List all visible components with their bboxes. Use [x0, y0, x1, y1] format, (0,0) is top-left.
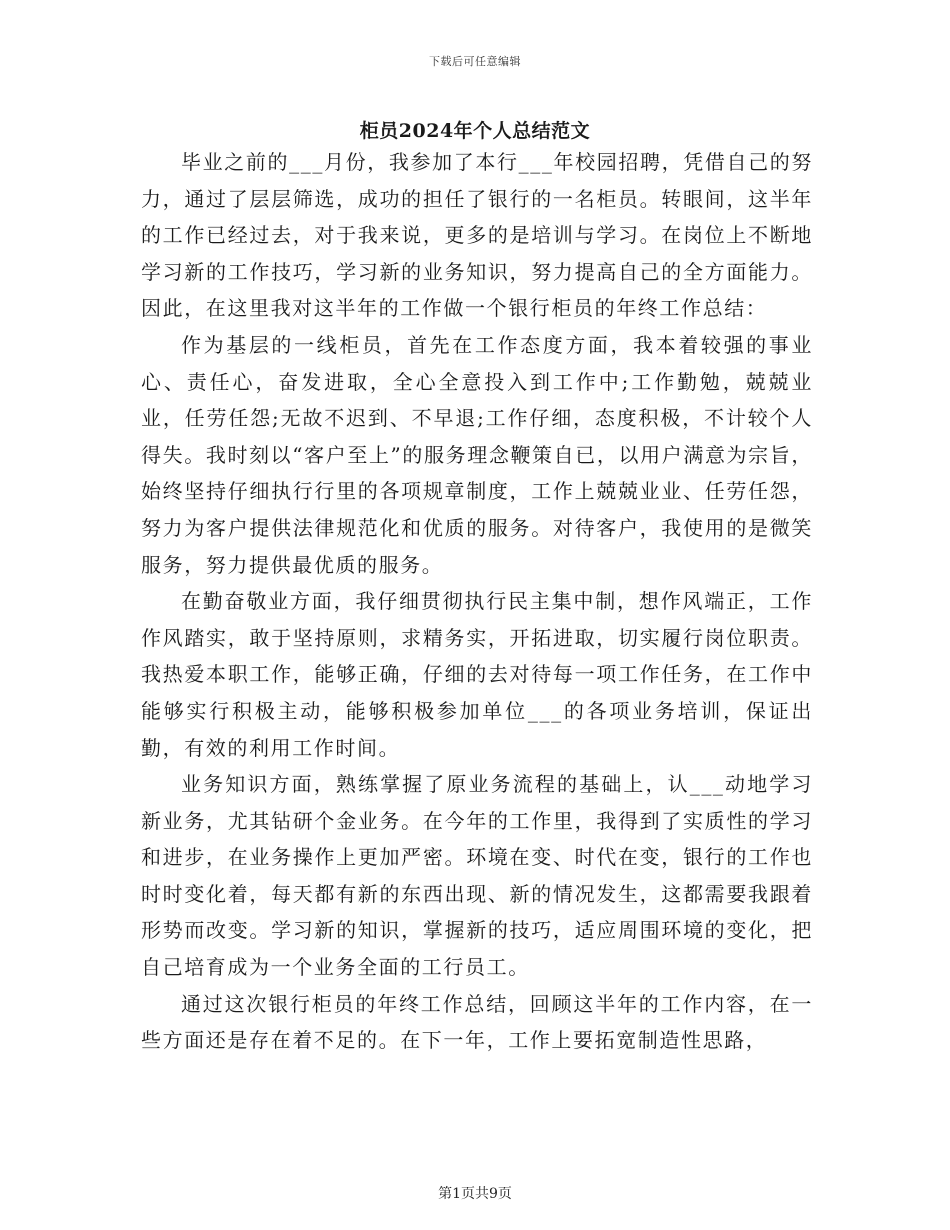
paragraph: 业务知识方面，熟练掌握了原业务流程的基础上，认___动地学习新业务，尤其钻研个金业务。在今年的工作里，我得到了实质性的学习和进步，在业务操作上更加严密。环境在变、时代在变，银行的工作也时时变化着，每天都有新的东西出现、新的情况发生，这都需要我跟着形势而改变。学习新的知识，掌握新的技巧，适应周围环境的变化，把自己培育成为一个业务全面的工行员工。	[141, 772, 813, 980]
document-title: 柜员2024年个人总结范文	[359, 120, 591, 142]
page-number-footer: 第1页共9页	[438, 1186, 512, 1202]
paragraph: 毕业之前的___月份，我参加了本行___年校园招聘，凭借自己的努力，通过了层层筛选，成功的担任了银行的一名柜员。转眼间，这半年的工作已经过去，对于我来说，更多的是培训与学习。在岗位上不断地学习新的工作技巧，学习新的业务知识，努力提高自己的全方面能力。因此，在这里我对这半年的工作做一个银行柜员的年终工作总结：	[141, 150, 813, 321]
page-header-note: 下载后可任意编辑	[429, 55, 521, 68]
paragraph: 作为基层的一线柜员，首先在工作态度方面，我本着较强的事业心、责任心，奋发进取，全心全意投入到工作中;工作勤勉，兢兢业业，任劳任怨;无故不迟到、不早退;工作仔细，态度积极，不计较个人得失。我时刻以“客户至上”的服务理念鞭策自已，以用户满意为宗旨，始终坚持仔细执行行里的各项规章制度，工作上兢兢业业、任劳任怨，努力为客户提供法律规范化和优质的服务。对待客户，我使用的是微笑服务，努力提供最优质的服务。	[141, 332, 813, 577]
paragraph: 在勤奋敬业方面，我仔细贯彻执行民主集中制，想作风端正，工作作风踏实，敢于坚持原则，求精务实，开拓进取，切实履行岗位职责。我热爱本职工作，能够正确，仔细的去对待每一项工作任务，在工作中能够实行积极主动，能够积极参加单位___的各项业务培训，保证出勤，有效的利用工作时间。	[141, 589, 813, 760]
document-body	[141, 144, 813, 1059]
paragraph: 通过这次银行柜员的年终工作总结，回顾这半年的工作内容，在一些方面还是存在着不足的。在下一年，工作上要拓宽制造性思路，	[141, 991, 813, 1053]
